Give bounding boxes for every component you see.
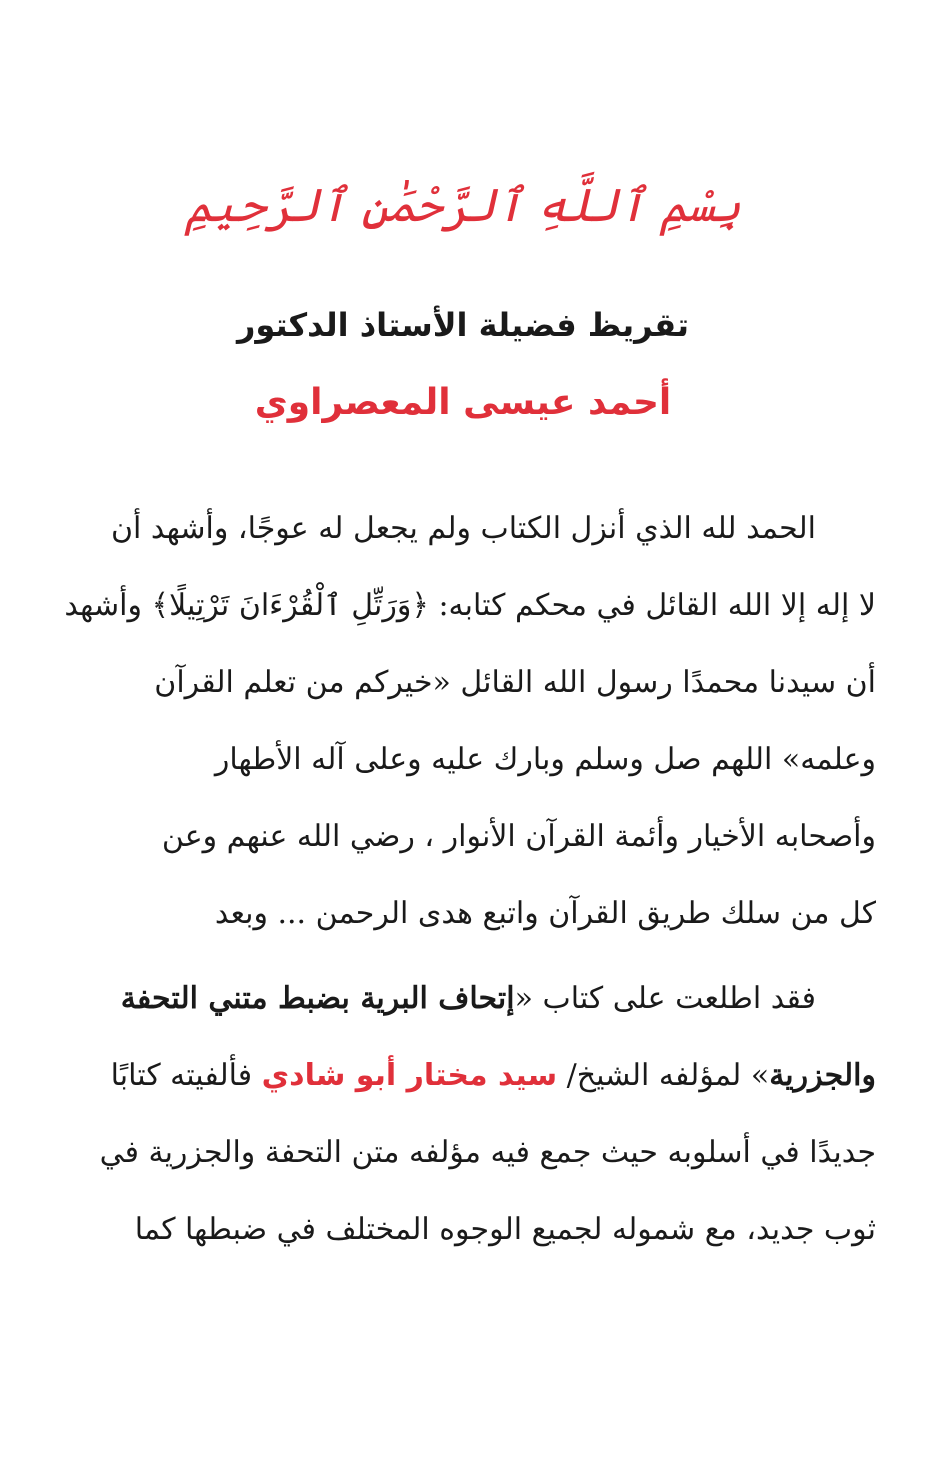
paragraph-1-line-5: وأصحابه الأخيار وأئمة القرآن الأنوار ، رضي الله عنهم وعن — [161, 819, 876, 854]
paragraph-1-line-2 — [52, 567, 876, 644]
paragraph-1 — [52, 490, 876, 952]
book-title-part-2: والجزرية — [769, 1058, 876, 1093]
intro-title: تقريظ فضيلة الأستاذ الدكتور — [236, 306, 690, 344]
author-name: أحمد عيسى المعصراوي — [254, 382, 672, 423]
paragraph-1-line-1: الحمد لله الذي أنزل الكتاب ولم يجعل له عوجًا، وأشهد أن — [110, 511, 816, 546]
paragraph-1-line-4: وعلمه» اللهم صل وسلم وبارك عليه وعلى آله الأطهار — [214, 742, 876, 777]
paragraph-1-line-2-end: وأشهد — [64, 588, 152, 623]
paragraph-1-line-6: كل من سلك طريق القرآن واتبع هدى الرحمن ... وبعد — [214, 896, 876, 931]
paragraph-2-line-2-text: » لمؤلفه الشيخ/ — [557, 1058, 770, 1093]
basmala-heading: بِسْمِ ٱللَّهِ ٱلرَّحْمَٰنِ ٱلرَّحِيمِ — [185, 178, 741, 232]
paragraph-2-line-3: جديدًا في أسلوبه حيث جمع فيه مؤلفه متن التحفة والجزرية في — [99, 1135, 876, 1170]
book-title-part-1: إتحاف البرية بضبط متني التحفة — [120, 981, 515, 1016]
paragraph-2-line-1 — [52, 960, 876, 1037]
paragraph-2-line-2 — [52, 1037, 876, 1114]
book-author-name: سيد مختار أبو شادي — [261, 1058, 558, 1093]
paragraph-2-line-1-text: فقد اطلعت على كتاب « — [514, 981, 816, 1016]
paragraph-2 — [52, 960, 876, 1268]
paragraph-1-line-3: أن سيدنا محمدًا رسول الله القائل «خيركم من تعلم القرآن — [154, 665, 876, 700]
paragraph-1-line-2-text: لا إله إلا الله القائل في محكم كتابه: — [428, 588, 876, 623]
paragraph-2-line-2-end: فألفيته كتابًا — [110, 1058, 262, 1093]
paragraph-2-line-4: ثوب جديد، مع شموله لجميع الوجوه المختلف في ضبطها كما — [134, 1212, 876, 1247]
quran-verse: ﴿وَرَتِّلِ ٱلْقُرْءَانَ تَرْتِيلًا﴾ — [151, 588, 429, 623]
